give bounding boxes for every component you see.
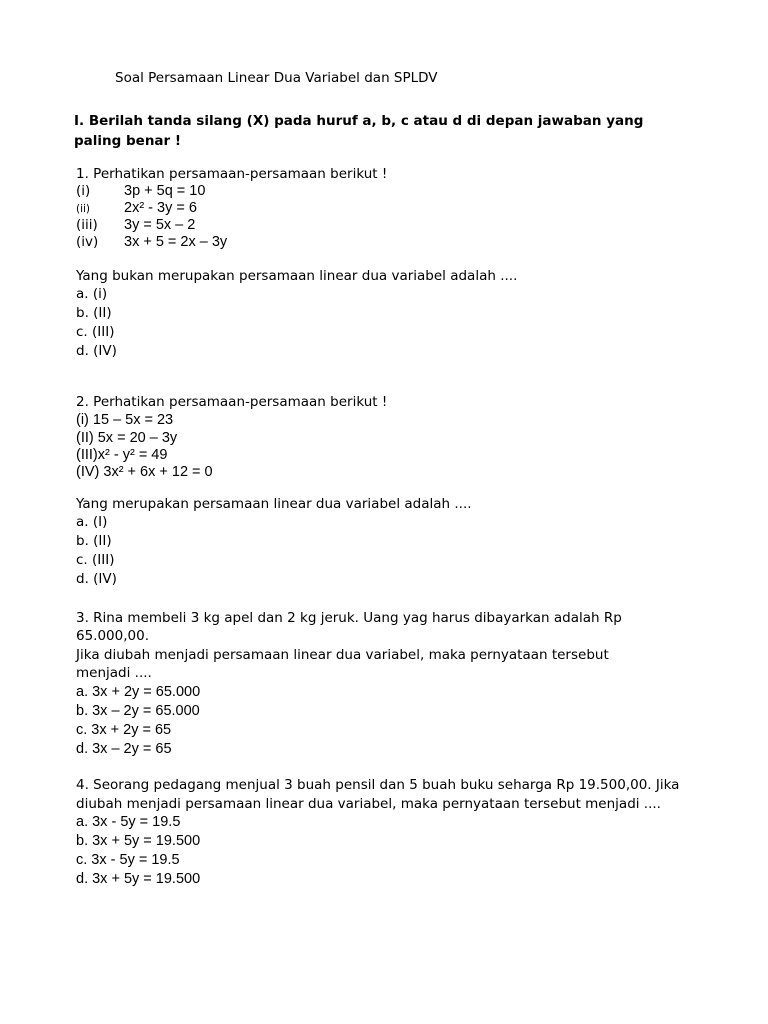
q1-option-c: c. (III)	[76, 324, 115, 340]
q1-option-b: b. (II)	[76, 305, 112, 321]
instruction-text: I. Berilah tanda silang (X) pada huruf a, b, c atau d di depan jawaban yang paling benar !	[74, 113, 644, 149]
q2-item: (II) 5x = 20 – 3y	[76, 430, 178, 446]
q1-item-equation: 3y = 5x – 2	[124, 217, 196, 233]
document-title: Soal Persamaan Linear Dua Variabel dan SPLDV	[115, 70, 438, 86]
q2-question: Yang merupakan persamaan linear dua variabel adalah ....	[76, 496, 472, 512]
q1-option-a: a. (i)	[76, 286, 108, 302]
q4-option-d: d. 3x + 5y = 19.500	[76, 871, 201, 887]
q1-question: Yang bukan merupakan persamaan linear dua variabel adalah ....	[76, 268, 518, 284]
q2-option-b: b. (II)	[76, 533, 112, 549]
q2-item: (III)x² - y² = 49	[76, 447, 168, 463]
q2-item: (i) 15 – 5x = 23	[76, 412, 174, 428]
q1-item-equation: 2x² - 3y = 6	[124, 200, 197, 216]
q3-text-line: 3. Rina membeli 3 kg apel dan 2 kg jeruk. Uang yag harus dibayarkan adalah Rp	[76, 610, 622, 626]
q2-prompt: 2. Perhatikan persamaan-persamaan berikut !	[76, 394, 388, 410]
q4-option-c: c. 3x - 5y = 19.5	[76, 852, 180, 868]
q1-item-label: (ii)	[76, 203, 91, 215]
q4-text-line: 4. Seorang pedagang menjual 3 buah pensil dan 5 buah buku seharga Rp 19.500,00. Jika	[76, 777, 680, 793]
q3-text-line: Jika diubah menjadi persamaan linear dua variabel, maka pernyataan tersebut	[76, 647, 609, 663]
q1-item-equation: 3p + 5q = 10	[124, 183, 206, 199]
q3-text-line: menjadi ....	[76, 665, 152, 681]
q2-option-a: a. (I)	[76, 514, 108, 530]
q1-item-label: (iv)	[76, 234, 99, 250]
q1-item-label: (i)	[76, 183, 91, 199]
q3-option-a: a. 3x + 2y = 65.000	[76, 684, 201, 700]
q3-option-b: b. 3x – 2y = 65.000	[76, 703, 200, 719]
q1-item-label: (iii)	[76, 217, 98, 233]
q4-option-b: b. 3x + 5y = 19.500	[76, 833, 201, 849]
q4-text-line: diubah menjadi persamaan linear dua variabel, maka pernyataan tersebut menjadi ....	[76, 796, 661, 812]
q2-item: (IV) 3x² + 6x + 12 = 0	[76, 464, 213, 480]
q1-prompt: 1. Perhatikan persamaan-persamaan berikut !	[76, 166, 388, 182]
q3-text-line: 65.000,00.	[76, 628, 149, 644]
q2-option-c: c. (III)	[76, 552, 115, 568]
q1-option-d: d. (IV)	[76, 343, 117, 359]
q3-option-c: c. 3x + 2y = 65	[76, 722, 172, 738]
q4-option-a: a. 3x - 5y = 19.5	[76, 814, 181, 830]
q2-option-d: d. (IV)	[76, 571, 117, 587]
q1-item-equation: 3x + 5 = 2x – 3y	[124, 234, 228, 250]
q3-option-d: d. 3x – 2y = 65	[76, 741, 172, 757]
